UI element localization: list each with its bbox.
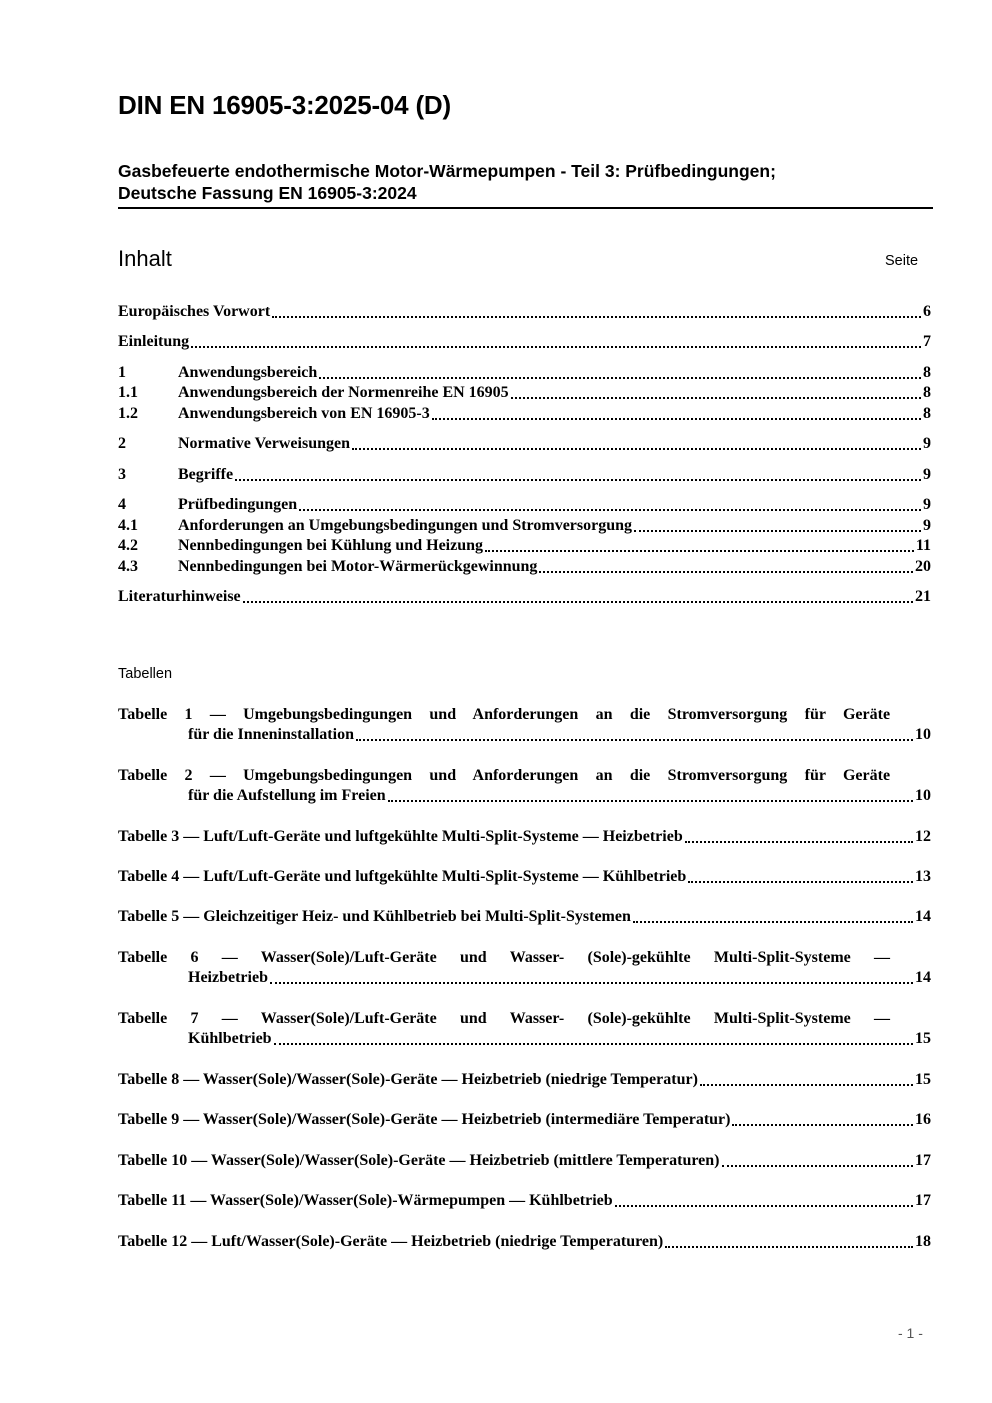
toc-entry-number: 4.2 — [118, 537, 138, 554]
dot-leader — [243, 600, 913, 603]
table-entry-page: 10 — [915, 726, 931, 743]
word: an — [595, 706, 613, 723]
dot-leader — [700, 1083, 913, 1086]
dot-leader — [634, 529, 921, 532]
word: und — [460, 1010, 487, 1027]
dot-leader — [356, 738, 913, 741]
word: Tabelle 1 — [118, 706, 193, 723]
toc-entry-title: Europäisches Vorwort — [118, 303, 271, 320]
table-entry-page: 17 — [915, 1152, 931, 1169]
toc-entry[interactable] — [118, 434, 931, 454]
word: Stromversorgung — [667, 767, 788, 784]
toc-entry-title: Anwendungsbereich von EN 16905-3 — [178, 405, 430, 422]
dot-leader — [235, 478, 921, 481]
word: (Sole)-gekühlte — [587, 1010, 691, 1027]
toc-entry-title: Einleitung — [118, 333, 190, 350]
word: — — [209, 767, 226, 784]
table-entry-line-2[interactable] — [188, 725, 931, 745]
dot-leader — [732, 1123, 913, 1126]
toc-entry[interactable] — [118, 363, 931, 383]
word: und — [429, 767, 457, 784]
tables-heading: Tabellen — [118, 666, 173, 682]
table-entry-title: Tabelle 9 — Wasser(Sole)/Wasser(Sole)-Geräte — Heizbetrieb (intermediäre Temperatur) — [118, 1111, 731, 1128]
word: — — [874, 1010, 891, 1027]
dot-leader — [299, 508, 921, 511]
word: Umgebungsbedingungen — [243, 706, 413, 723]
table-entry-title: Tabelle 5 — Gleichzeitiger Heiz- und Kühlbetrieb bei Multi-Split-Systemen — [118, 908, 631, 925]
table-entry[interactable] — [118, 907, 931, 927]
dot-leader — [272, 315, 921, 318]
table-entry-title: Tabelle 11 — Wasser(Sole)/Wasser(Sole)-Wärmepumpen — Kühlbetrieb — [118, 1192, 613, 1209]
toc-entry-page: 9 — [923, 466, 931, 483]
table-entry-page: 14 — [915, 969, 931, 986]
toc-entry-page: 8 — [923, 384, 931, 401]
word: an — [595, 767, 613, 784]
table-entry-line-1[interactable] — [118, 1009, 890, 1029]
page-column-label: Seite — [885, 253, 919, 269]
word: Stromversorgung — [667, 706, 788, 723]
table-entry-title: Tabelle 4 — Luft/Luft-Geräte und luftgekühlte Multi-Split-Systeme — Kühlbetrieb — [118, 868, 687, 885]
table-entry-page: 14 — [915, 908, 931, 925]
table-entry-page: 15 — [915, 1071, 931, 1088]
word: Umgebungsbedingungen — [243, 767, 413, 784]
toc-entry-number: 1 — [118, 364, 126, 381]
toc-entry-page: 6 — [923, 303, 931, 320]
table-entry-page: 13 — [915, 868, 931, 885]
toc-entry-title: Nennbedingungen bei Motor-Wärmerückgewinnung — [178, 558, 538, 575]
word: für — [804, 767, 826, 784]
table-entry-line-2[interactable] — [188, 786, 931, 806]
table-entry-line-2[interactable] — [188, 968, 931, 988]
toc-entry-page: 21 — [915, 588, 931, 605]
word: Multi-Split-Systeme — [713, 949, 851, 966]
dot-leader — [485, 549, 914, 552]
table-entry-title: Tabelle 12 — Luft/Wasser(Sole)-Geräte — Heizbetrieb (niedrige Temperaturen) — [118, 1233, 664, 1250]
toc-entry[interactable] — [118, 516, 931, 536]
toc-entry-title: Anforderungen an Umgebungsbedingungen und Stromversorgung — [178, 517, 633, 534]
dot-leader — [511, 396, 921, 399]
toc-entry-number: 1.1 — [118, 384, 138, 401]
toc-entry-page: 20 — [915, 558, 931, 575]
toc-entry-page: 9 — [923, 517, 931, 534]
table-entry-page: 10 — [915, 787, 931, 804]
word: die — [629, 706, 651, 723]
word: Multi-Split-Systeme — [713, 1010, 851, 1027]
word: Tabelle 2 — [118, 767, 193, 784]
table-entry-title: Tabelle 8 — Wasser(Sole)/Wasser(Sole)-Geräte — Heizbetrieb (niedrige Temperatur) — [118, 1071, 698, 1088]
toc-entry-title: Anwendungsbereich — [178, 364, 318, 381]
table-entry-title: Kühlbetrieb — [188, 1030, 272, 1047]
word: Tabelle 7 — [118, 1010, 199, 1027]
table-entry[interactable] — [118, 1191, 931, 1211]
table-entry-page: 17 — [915, 1192, 931, 1209]
dot-leader — [191, 345, 921, 348]
toc-entry[interactable] — [118, 302, 931, 322]
toc-heading: Inhalt — [118, 246, 172, 271]
table-entry-line-1[interactable] — [118, 766, 890, 786]
word: Geräte — [842, 706, 891, 723]
word: Anforderungen — [472, 706, 579, 723]
word: Tabelle 6 — [118, 949, 199, 966]
dot-leader — [270, 981, 913, 984]
word: — — [221, 949, 238, 966]
toc-entry[interactable] — [118, 383, 931, 403]
dot-leader — [722, 1164, 913, 1167]
dot-leader — [319, 376, 921, 379]
dot-leader — [685, 840, 913, 843]
toc-entry[interactable] — [118, 465, 931, 485]
table-entry-page: 16 — [915, 1111, 931, 1128]
toc-entry-number: 3 — [118, 466, 126, 483]
dot-leader — [352, 447, 921, 450]
toc-entry[interactable] — [118, 495, 931, 515]
toc-entry[interactable] — [118, 404, 931, 424]
toc-entry-number: 4.3 — [118, 558, 138, 575]
toc-entry-title: Nennbedingungen bei Kühlung und Heizung — [178, 537, 484, 554]
toc-entry-title: Prüfbedingungen — [178, 496, 298, 513]
toc-entry[interactable] — [118, 536, 931, 556]
table-entry-title: für die Aufstellung im Freien — [188, 787, 386, 804]
table-entry-page: 18 — [915, 1233, 931, 1250]
toc-entry-number: 1.2 — [118, 405, 138, 422]
toc-entry-page: 11 — [915, 537, 931, 554]
dot-leader — [665, 1245, 913, 1248]
toc-entry[interactable] — [118, 587, 931, 607]
dot-leader — [688, 880, 913, 883]
toc-entry-title: Begriffe — [178, 466, 234, 483]
dot-leader — [274, 1042, 913, 1045]
table-entry-line-1[interactable] — [118, 948, 890, 968]
toc-entry-page: 8 — [923, 364, 931, 381]
toc-entry-title: Normative Verweisungen — [178, 435, 350, 452]
word: Wasser(Sole)/Luft-Geräte — [260, 1010, 437, 1027]
table-entry[interactable] — [118, 1110, 931, 1130]
word: Geräte — [842, 767, 891, 784]
toc-entry-number: 2 — [118, 435, 126, 452]
table-entry-title: Tabelle 10 — Wasser(Sole)/Wasser(Sole)-Geräte — Heizbetrieb (mittlere Temperaturen) — [118, 1152, 720, 1169]
dot-leader — [539, 570, 913, 573]
table-entry-title: für die Inneninstallation — [188, 726, 354, 743]
subtitle-line-2: Deutsche Fassung EN 16905-3:2024 — [118, 183, 417, 203]
toc-entry-title: Literaturhinweise — [118, 588, 241, 605]
dot-leader — [388, 799, 913, 802]
table-entry[interactable] — [118, 1070, 931, 1090]
word: die — [629, 767, 651, 784]
table-entry[interactable] — [118, 827, 931, 847]
table-entry[interactable] — [118, 1232, 931, 1252]
toc-entry-number: 4.1 — [118, 517, 138, 534]
table-entry-line-2[interactable] — [188, 1029, 931, 1049]
table-entry-line-1[interactable] — [118, 705, 890, 725]
subtitle-line-1: Gasbefeuerte endothermische Motor-Wärmepumpen - Teil 3: Prüfbedingungen; — [118, 161, 776, 181]
word: — — [209, 706, 226, 723]
dot-leader — [432, 417, 921, 420]
word: Anforderungen — [472, 767, 579, 784]
table-entry-title: Tabelle 3 — Luft/Luft-Geräte und luftgekühlte Multi-Split-Systeme — Heizbetrieb — [118, 828, 683, 845]
toc-entry-page: 7 — [923, 333, 931, 350]
table-entry-page: 15 — [915, 1030, 931, 1047]
doc-subtitle — [118, 160, 933, 209]
table-entry[interactable] — [118, 1151, 931, 1171]
word: (Sole)-gekühlte — [587, 949, 691, 966]
toc-entry[interactable] — [118, 557, 931, 577]
word: Wasser(Sole)/Luft-Geräte — [260, 949, 437, 966]
word: Wasser- — [509, 1010, 565, 1027]
toc-entry-page: 8 — [923, 405, 931, 422]
toc-entry-title: Anwendungsbereich der Normenreihe EN 16905 — [178, 384, 509, 401]
doc-id: DIN EN 16905-3:2025-04 (D) — [118, 90, 451, 120]
table-entry-title: Heizbetrieb — [188, 969, 268, 986]
word: Wasser- — [509, 949, 565, 966]
word: und — [429, 706, 457, 723]
word: für — [804, 706, 826, 723]
word: und — [460, 949, 487, 966]
toc-entry-page: 9 — [923, 435, 931, 452]
table-entry[interactable] — [118, 867, 931, 887]
dot-leader — [633, 920, 913, 923]
toc-entry-page: 9 — [923, 496, 931, 513]
toc-entry[interactable] — [118, 332, 931, 352]
page-number: - 1 - — [898, 1325, 923, 1341]
table-entry-page: 12 — [915, 828, 931, 845]
word: — — [874, 949, 891, 966]
dot-leader — [615, 1204, 913, 1207]
word: — — [221, 1010, 238, 1027]
toc-entry-number: 4 — [118, 496, 126, 513]
